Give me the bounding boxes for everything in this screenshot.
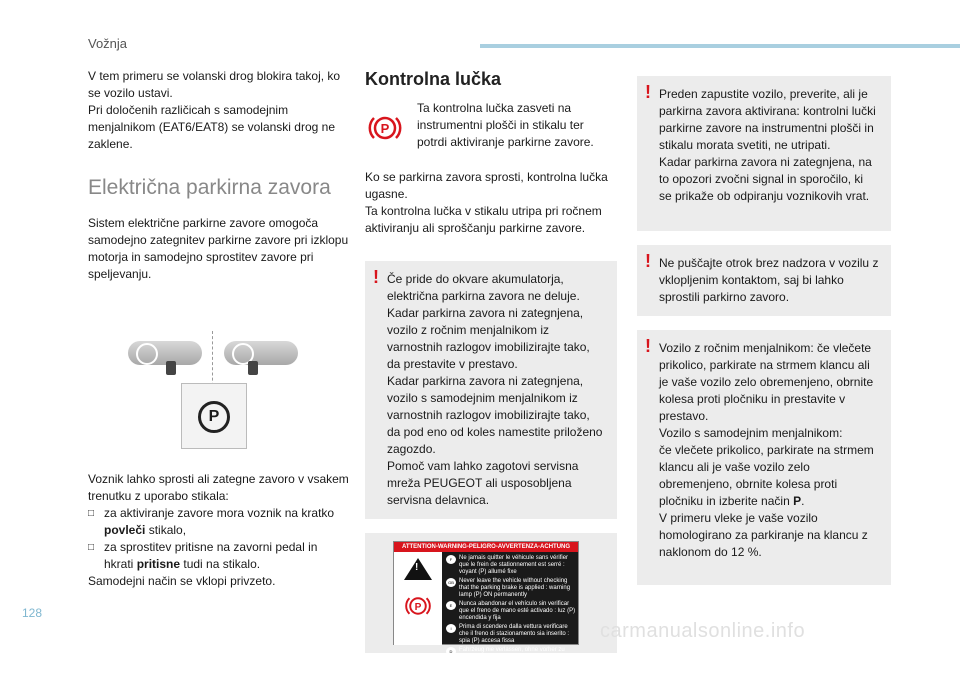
sticker-line: D Fahrzeug nie verlassen, ohne vorher zu prüfen, ob die elektrische parkbremse angezogen ist. Die Kontrollleuchte (P) leuchtet dann permanent [446,647,576,675]
warning-line: Kadar parkirna zavora ni zategnjena, na to opozori zvočni signal in sporočilo, ki se prikaže ob odpiranju voznikovih vrat. [659,155,872,203]
warning-icon: ! [645,82,651,102]
parking-brake-lamp-icon [404,592,432,620]
battery-warning-box [365,261,617,519]
svg-text:P: P [380,121,390,136]
parking-symbol: P [198,401,230,433]
lamp-off-text: Ko se parkirna zavora sprosti, kontrolna lučka ugasne. [365,170,608,201]
sticker-line: E Nunca abandonar el vehículo sin verificar que el freno de mano esté activado : luz (P) encendida y fija [446,601,576,622]
warning-line: Ne puščajte otrok brez nadzora v vozilu z vklopljenim kontaktom, saj bi lahko sprostili parkirno zavoro. [659,256,879,304]
steering-wheel-left-icon [128,341,202,365]
sticker-line: GB Never leave the vehicle without checking that the parking brake is applied : warning lamp (P) ON permanently [446,578,576,599]
column-left [88,68,350,590]
release-intro: Voznik lahko sprosti ali zategne zavoro v vsakem trenutku z uporabo stikala: [88,472,349,503]
warning-line: če vlečete prikolico, parkirate na strmem klancu ali je vaše vozilo zelo obremenjeno, obrnite kolesa proti pločniku in izberite način P. [659,443,874,508]
lamp-text: Ta kontrolna lučka zasveti na instrumentni plošči in stikalu ter potrdi aktiviranje parkirne zavore. [417,101,594,149]
warning-icon: ! [373,267,379,287]
header-bar [480,44,960,48]
warning-line: Kadar parkirna zavora ni zategnjena, vozilo s samodejnim menjalnikom iz varnostnih razlogov imobilizirajte tako, da pod eno od koles namestite priloženo zagozdo. [387,374,603,456]
sticker-lines [446,555,576,677]
leave-vehicle-warning-box [637,76,891,231]
lever-left-icon [166,361,176,375]
slope-parking-warning-box [637,330,891,585]
divider-line [212,331,213,391]
intro-text-1: V tem primeru se volanski drog blokira takoj, ko se vozilo ustavi. [88,69,341,100]
lamp-row [365,100,617,151]
warning-line: Preden zapustite vozilo, preverite, ali je parkirna zavora aktivirana: kontrolni lučki parkirne zavore na instrumentni plošči in stikalu morata svetiti, ne utripati. [659,87,876,152]
warning-line: V primeru vleke je vaše vozilo homologirano za parkiranje na klancu z naklonom do 12 %. [659,511,868,559]
column-middle [365,68,617,674]
warning-line: Pomoč vam lahko zagotovi servisna mreža PEUGEOT ali usposobljena servisna delavnica. [387,459,579,507]
warning-lamp-title: Kontrolna lučka [365,69,502,89]
header-section: Vožnja [88,36,128,51]
parking-brake-illustration [88,331,350,451]
steering-wheel-right-icon [224,341,298,365]
sticker-line: F Ne jamais quitter le véhicule sans vérifier que le frein de stationnement est serré : voyant (P) allumé fixe [446,555,576,576]
intro-text-2: Pri določenih različicah s samodejnim menjalnikom (EAT6/EAT8) se volanski drog ne zaklene. [88,103,335,151]
children-warning-box [637,245,891,316]
section-text: Sistem električne parkirne zavore omogoča samodejno zategnitev parkirne zavore pri izklopu motorja in samodejno sprostitev zavore pri speljevanju. [88,216,349,281]
warning-label-figure [365,533,617,674]
warning-line: Če pride do okvare akumulatorja, električna parkirna zavora ne deluje. [387,272,580,303]
outro-text: Samodejni način se vklopi privzeto. [88,574,276,588]
sticker-header: ATTENTION-WARNING-PELIGRO-AVVERTENZA-ACHTUNG [394,542,578,552]
warning-line: Vozilo z ročnim menjalnikom: če vlečete prikolico, parkirate na strmem klancu ali je vaše vozilo zelo obremenjeno, obrnite kolesa proti pločniku in prestavite v prestavo. [659,341,874,423]
list-item: □ za sprostitev pritisne na zavorni pedal in hkrati pritisne tudi na stikalo. [88,539,350,573]
sticker-icons [394,552,442,645]
lever-right-icon [248,361,258,375]
warning-line: Vozilo s samodejnim menjalnikom: [659,426,843,440]
list-item: □ za aktiviranje zavore mora voznik na kratko povleči stikalo, [88,505,350,539]
parking-brake-lamp-icon [367,110,403,146]
svg-text:P: P [414,601,422,613]
warning-sticker [393,541,579,674]
parking-brake-switch-icon [181,383,247,449]
sticker-line: I Prima di scendere dalla vettura verificare che il freno di stazionamento sia inserito : spia (P) accesa fissa [446,624,576,645]
column-right [637,76,891,599]
page-number: 128 [22,606,43,620]
warning-triangle-icon: ! [404,558,432,580]
warning-icon: ! [645,336,651,356]
watermark-text: carmanualsonline.info [600,620,806,642]
section-title: Električna parkirna zavora [88,176,331,199]
switch-usage-list [88,505,350,573]
warning-line: Kadar parkirna zavora ni zategnjena, vozilo z ročnim menjalnikom iz varnostnih razlogov imobilizirajte tako, da prestavite v prestavo. [387,306,590,371]
warning-icon: ! [645,251,651,271]
lamp-flash-text: Ta kontrolna lučka v stikalu utripa pri ročnem aktiviranju ali sproščanju parkirne zavore. [365,204,602,235]
